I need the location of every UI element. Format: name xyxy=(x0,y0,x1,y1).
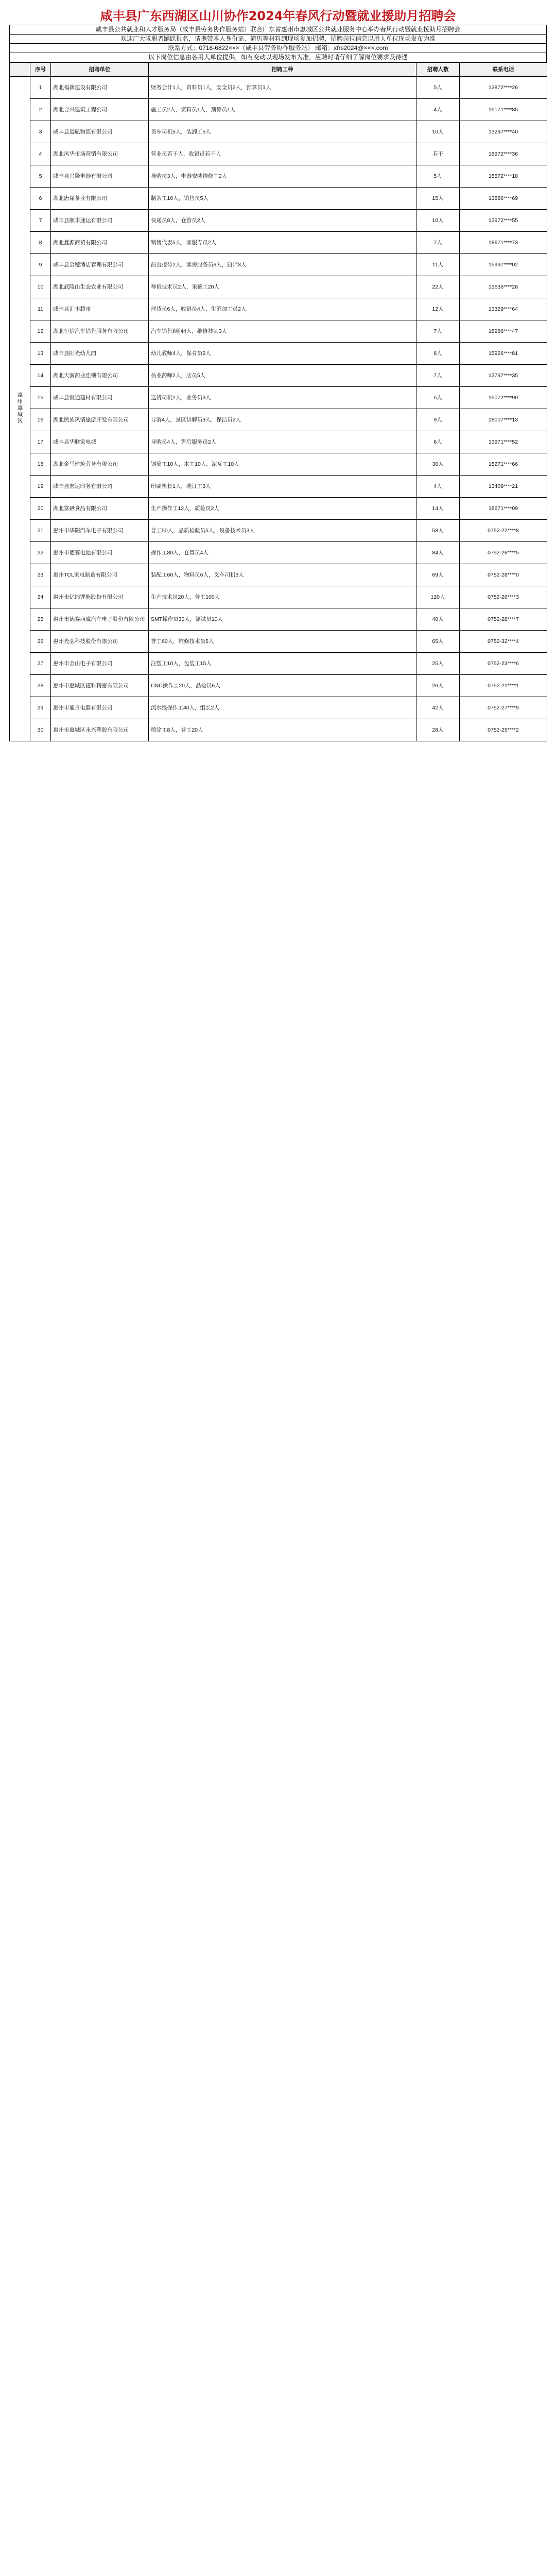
contact-phone: 0752-26****5 xyxy=(460,542,547,564)
table-row xyxy=(10,542,547,564)
row-index: 20 xyxy=(30,498,51,520)
hire-count: 69人 xyxy=(416,564,460,586)
hire-count: 10人 xyxy=(416,121,460,143)
job-positions: 种植技术员2人，采摘工20人 xyxy=(149,276,416,298)
contact-phone: 13329****64 xyxy=(460,298,547,320)
company-name: 咸丰县远航物流有限公司 xyxy=(51,121,149,143)
job-positions: 操作工80人，仓管员4人 xyxy=(149,542,416,564)
row-index: 5 xyxy=(30,165,51,188)
job-positions: 施工员2人，资料员1人，预算员1人 xyxy=(149,99,416,121)
table-row xyxy=(10,675,547,697)
job-positions: CNC操作工20人，品检员6人 xyxy=(149,675,416,697)
company-name: 咸丰县顺丰速运有限公司 xyxy=(51,210,149,232)
company-name: 惠州市旭日电器有限公司 xyxy=(51,697,149,719)
table-row xyxy=(10,697,547,719)
row-index: 28 xyxy=(30,675,51,697)
table-row xyxy=(10,77,547,99)
table-row xyxy=(10,586,547,608)
table-row xyxy=(10,99,547,121)
company-name: 咸丰县恒通建材有限公司 xyxy=(51,387,149,409)
row-index: 17 xyxy=(30,431,51,453)
company-name: 惠州市金山电子有限公司 xyxy=(51,653,149,675)
table-row xyxy=(10,254,547,276)
job-positions: 普工50人，品质检验员5人，设备技术员3人 xyxy=(149,520,416,542)
table-row xyxy=(10,476,547,498)
row-index: 24 xyxy=(30,586,51,608)
row-index: 3 xyxy=(30,121,51,143)
company-name: 咸丰县兴隆电器有限公司 xyxy=(51,165,149,188)
hire-count: 11人 xyxy=(416,254,460,276)
contact-phone: 0752-26****3 xyxy=(460,586,547,608)
contact-phone: 15072****90 xyxy=(460,387,547,409)
hire-count: 4人 xyxy=(416,99,460,121)
company-name: 惠州市华阳汽车电子有限公司 xyxy=(51,520,149,542)
table-row xyxy=(10,608,547,631)
table-row xyxy=(10,520,547,542)
hire-count: 28人 xyxy=(416,719,460,741)
intro-line: 欢迎广大求职者踊跃报名，请携带本人身份证、简历等材料到现场参加招聘，招聘岗位信息以用人单位现场发布为准 xyxy=(10,35,546,44)
header-contact: 联系电话 xyxy=(460,63,547,77)
hire-count: 12人 xyxy=(416,298,460,320)
company-name: 惠州市惠城区永兴塑胶有限公司 xyxy=(51,719,149,741)
job-positions: 生产技术员20人，普工100人 xyxy=(149,586,416,608)
table-row xyxy=(10,719,547,741)
contact-phone: 13872****26 xyxy=(460,77,547,99)
hire-count: 5人 xyxy=(416,77,460,99)
job-positions: SMT操作员30人，测试员10人 xyxy=(149,608,416,631)
company-name: 湖北恒信汽车销售服务有限公司 xyxy=(51,320,149,343)
contact-phone: 18986****47 xyxy=(460,320,547,343)
hire-count: 7人 xyxy=(416,365,460,387)
job-positions: 营业员若干人，收银员若干人 xyxy=(149,143,416,165)
job-positions: 快递员8人，仓管员2人 xyxy=(149,210,416,232)
poster xyxy=(9,7,547,741)
table-row xyxy=(10,498,547,520)
row-index: 21 xyxy=(30,520,51,542)
row-index: 10 xyxy=(30,276,51,298)
row-index: 19 xyxy=(30,476,51,498)
contact-phone: 13297****40 xyxy=(460,121,547,143)
row-index: 9 xyxy=(30,254,51,276)
hire-count: 84人 xyxy=(416,542,460,564)
table-row xyxy=(10,564,547,586)
table-row xyxy=(10,431,547,453)
intro-block xyxy=(9,25,547,62)
company-name: 湖北风华市场营销有限公司 xyxy=(51,143,149,165)
hire-count: 40人 xyxy=(416,608,460,631)
company-name: 咸丰县金穗酒店管理有限公司 xyxy=(51,254,149,276)
table-row xyxy=(10,143,547,165)
contact-phone: 0752-27****9 xyxy=(460,697,547,719)
group-label-cell xyxy=(10,77,30,741)
job-positions: 货车司机5人，装卸工5人 xyxy=(149,121,416,143)
table-row xyxy=(10,210,547,232)
row-index: 30 xyxy=(30,719,51,741)
company-name: 湖北唐崖茶业有限公司 xyxy=(51,188,149,210)
row-index: 8 xyxy=(30,232,51,254)
job-positions: 前台接待2人，客房服务员6人，厨师3人 xyxy=(149,254,416,276)
job-positions: 印刷机长1人，装订工3人 xyxy=(149,476,416,498)
header-jobs: 招聘工种 xyxy=(149,63,416,77)
hire-count: 22人 xyxy=(416,276,460,298)
hire-count: 若干 xyxy=(416,143,460,165)
intro-line: 联系方式：0718-6822×××（咸丰县劳务协作服务站） 邮箱：xfrs2024@×××.com xyxy=(10,44,546,53)
intro-line: 以下岗位信息由各用人单位提供，如有变动以现场发布为准，应聘时请仔细了解岗位要求及待遇 xyxy=(10,53,546,62)
page-title: 咸丰县广东西湖区山川协作2024年春风行动暨就业援助月招聘会 xyxy=(100,9,456,23)
table-row xyxy=(10,631,547,653)
job-positions: 导购员3人，电器安装维修工2人 xyxy=(149,165,416,188)
table-body xyxy=(10,77,547,741)
company-name: 惠州市德赛电池有限公司 xyxy=(51,542,149,564)
table-row xyxy=(10,343,547,365)
row-index: 7 xyxy=(30,210,51,232)
row-index: 25 xyxy=(30,608,51,631)
job-table xyxy=(9,62,547,741)
job-positions: 喷涂工8人，普工20人 xyxy=(149,719,416,741)
company-name: 咸丰县华联家电城 xyxy=(51,431,149,453)
intro-line: 咸丰县公共就业和人才服务局（咸丰县劳务协作服务站）联合广东省惠州市惠城区公共就业服务中心举办春风行动暨就业援助月招聘会 xyxy=(10,25,546,35)
hire-count: 6人 xyxy=(416,431,460,453)
company-name: 咸丰县阳光幼儿园 xyxy=(51,343,149,365)
company-name: 惠州市亿纬锂能股份有限公司 xyxy=(51,586,149,608)
job-positions: 注塑工10人，包装工15人 xyxy=(149,653,416,675)
hire-count: 7人 xyxy=(416,232,460,254)
company-name: 惠州市惠城区捷科精密有限公司 xyxy=(51,675,149,697)
job-positions: 理货员6人，收银员4人，生鲜加工员2人 xyxy=(149,298,416,320)
table-row xyxy=(10,232,547,254)
hire-count: 5人 xyxy=(416,165,460,188)
table-row xyxy=(10,276,547,298)
job-positions: 财务会计1人，资料员1人，安全员2人，预算员1人 xyxy=(149,77,416,99)
hire-count: 4人 xyxy=(416,476,460,498)
header-company: 招聘单位 xyxy=(51,63,149,77)
contact-phone: 0752-28****0 xyxy=(460,564,547,586)
row-index: 11 xyxy=(30,298,51,320)
hire-count: 9人 xyxy=(416,409,460,431)
contact-phone: 0752-23****6 xyxy=(460,653,547,675)
row-index: 15 xyxy=(30,387,51,409)
table-row xyxy=(10,387,547,409)
company-name: 湖北合兴建筑工程公司 xyxy=(51,99,149,121)
row-index: 4 xyxy=(30,143,51,165)
table-row xyxy=(10,653,547,675)
contact-phone: 13636****28 xyxy=(460,276,547,298)
table-row xyxy=(10,121,547,143)
contact-phone: 13886****69 xyxy=(460,188,547,210)
job-positions: 导游4人，景区讲解员3人，保洁员2人 xyxy=(149,409,416,431)
table-row xyxy=(10,453,547,476)
contact-phone: 13409****21 xyxy=(460,476,547,498)
contact-phone: 18007****13 xyxy=(460,409,547,431)
hire-count: 30人 xyxy=(416,453,460,476)
table-row xyxy=(10,409,547,431)
job-positions: 幼儿教师4人，保育员2人 xyxy=(149,343,416,365)
company-name: 湖北武陵山生态农业有限公司 xyxy=(51,276,149,298)
row-index: 23 xyxy=(30,564,51,586)
hire-count: 15人 xyxy=(416,188,460,210)
row-index: 16 xyxy=(30,409,51,431)
hire-count: 14人 xyxy=(416,498,460,520)
company-name: 惠州光弘科技股份有限公司 xyxy=(51,631,149,653)
contact-phone: 18671****09 xyxy=(460,498,547,520)
hire-count: 58人 xyxy=(416,520,460,542)
job-positions: 送货司机2人，业务员3人 xyxy=(149,387,416,409)
hire-count: 120人 xyxy=(416,586,460,608)
header-group xyxy=(10,63,30,77)
job-positions: 汽车销售顾问4人，维修技师3人 xyxy=(149,320,416,343)
contact-phone: 18671****73 xyxy=(460,232,547,254)
company-name: 湖北福新建设有限公司 xyxy=(51,77,149,99)
table-row xyxy=(10,320,547,343)
hire-count: 25人 xyxy=(416,653,460,675)
contact-phone: 0752-28****7 xyxy=(460,608,547,631)
hire-count: 6人 xyxy=(416,343,460,365)
company-name: 湖北天润药业连锁有限公司 xyxy=(51,365,149,387)
table-row xyxy=(10,188,547,210)
job-positions: 钢筋工10人，木工10人，泥瓦工10人 xyxy=(149,453,416,476)
contact-phone: 15997****02 xyxy=(460,254,547,276)
hire-count: 26人 xyxy=(416,675,460,697)
contact-phone: 13971****52 xyxy=(460,431,547,453)
row-index: 14 xyxy=(30,365,51,387)
hire-count: 65人 xyxy=(416,631,460,653)
row-index: 6 xyxy=(30,188,51,210)
company-name: 咸丰县汇丰超市 xyxy=(51,298,149,320)
row-index: 13 xyxy=(30,343,51,365)
hire-count: 5人 xyxy=(416,387,460,409)
job-positions: 生产操作工12人，质检员2人 xyxy=(149,498,416,520)
job-positions: 制茶工10人，销售员5人 xyxy=(149,188,416,210)
row-index: 2 xyxy=(30,99,51,121)
row-index: 29 xyxy=(30,697,51,719)
company-name: 咸丰县宏达印务有限公司 xyxy=(51,476,149,498)
job-positions: 装配工60人，物料员6人，叉车司机3人 xyxy=(149,564,416,586)
row-index: 1 xyxy=(30,77,51,99)
row-index: 18 xyxy=(30,453,51,476)
hire-count: 42人 xyxy=(416,697,460,719)
company-name: 湖北鑫源商贸有限公司 xyxy=(51,232,149,254)
job-positions: 销售代表5人，客服专员2人 xyxy=(149,232,416,254)
contact-phone: 13972****55 xyxy=(460,210,547,232)
header-index: 序号 xyxy=(30,63,51,77)
row-index: 22 xyxy=(30,542,51,564)
company-name: 湖北富硒食品有限公司 xyxy=(51,498,149,520)
job-positions: 导购员4人，售后服务员2人 xyxy=(149,431,416,453)
hire-count: 10人 xyxy=(416,210,460,232)
contact-phone: 13797****35 xyxy=(460,365,547,387)
group-label: 惠州惠城区 xyxy=(16,392,23,425)
job-positions: 流水线操作工40人，组长2人 xyxy=(149,697,416,719)
job-positions: 执业药师2人，店员5人 xyxy=(149,365,416,387)
company-name: 惠州市德赛西威汽车电子股份有限公司 xyxy=(51,608,149,631)
contact-phone: 15926****81 xyxy=(460,343,547,365)
company-name: 惠州TCL家电制造有限公司 xyxy=(51,564,149,586)
contact-phone: 15572****18 xyxy=(460,165,547,188)
row-index: 27 xyxy=(30,653,51,675)
contact-phone: 15271****66 xyxy=(460,453,547,476)
company-name: 湖北金马建筑劳务有限公司 xyxy=(51,453,149,476)
contact-phone: 18972****36 xyxy=(460,143,547,165)
contact-phone: 15171****85 xyxy=(460,99,547,121)
row-index: 26 xyxy=(30,631,51,653)
table-header-row xyxy=(10,63,547,77)
job-positions: 普工60人，维修技术员5人 xyxy=(149,631,416,653)
table-row xyxy=(10,298,547,320)
contact-phone: 0752-25****2 xyxy=(460,719,547,741)
table-row xyxy=(10,165,547,188)
contact-phone: 0752-21****1 xyxy=(460,675,547,697)
row-index: 12 xyxy=(30,320,51,343)
hire-count: 7人 xyxy=(416,320,460,343)
company-name: 湖北民族风情旅游开发有限公司 xyxy=(51,409,149,431)
header-count: 招聘人数 xyxy=(416,63,460,77)
contact-phone: 0752-22****8 xyxy=(460,520,547,542)
contact-phone: 0752-32****4 xyxy=(460,631,547,653)
table-row xyxy=(10,365,547,387)
